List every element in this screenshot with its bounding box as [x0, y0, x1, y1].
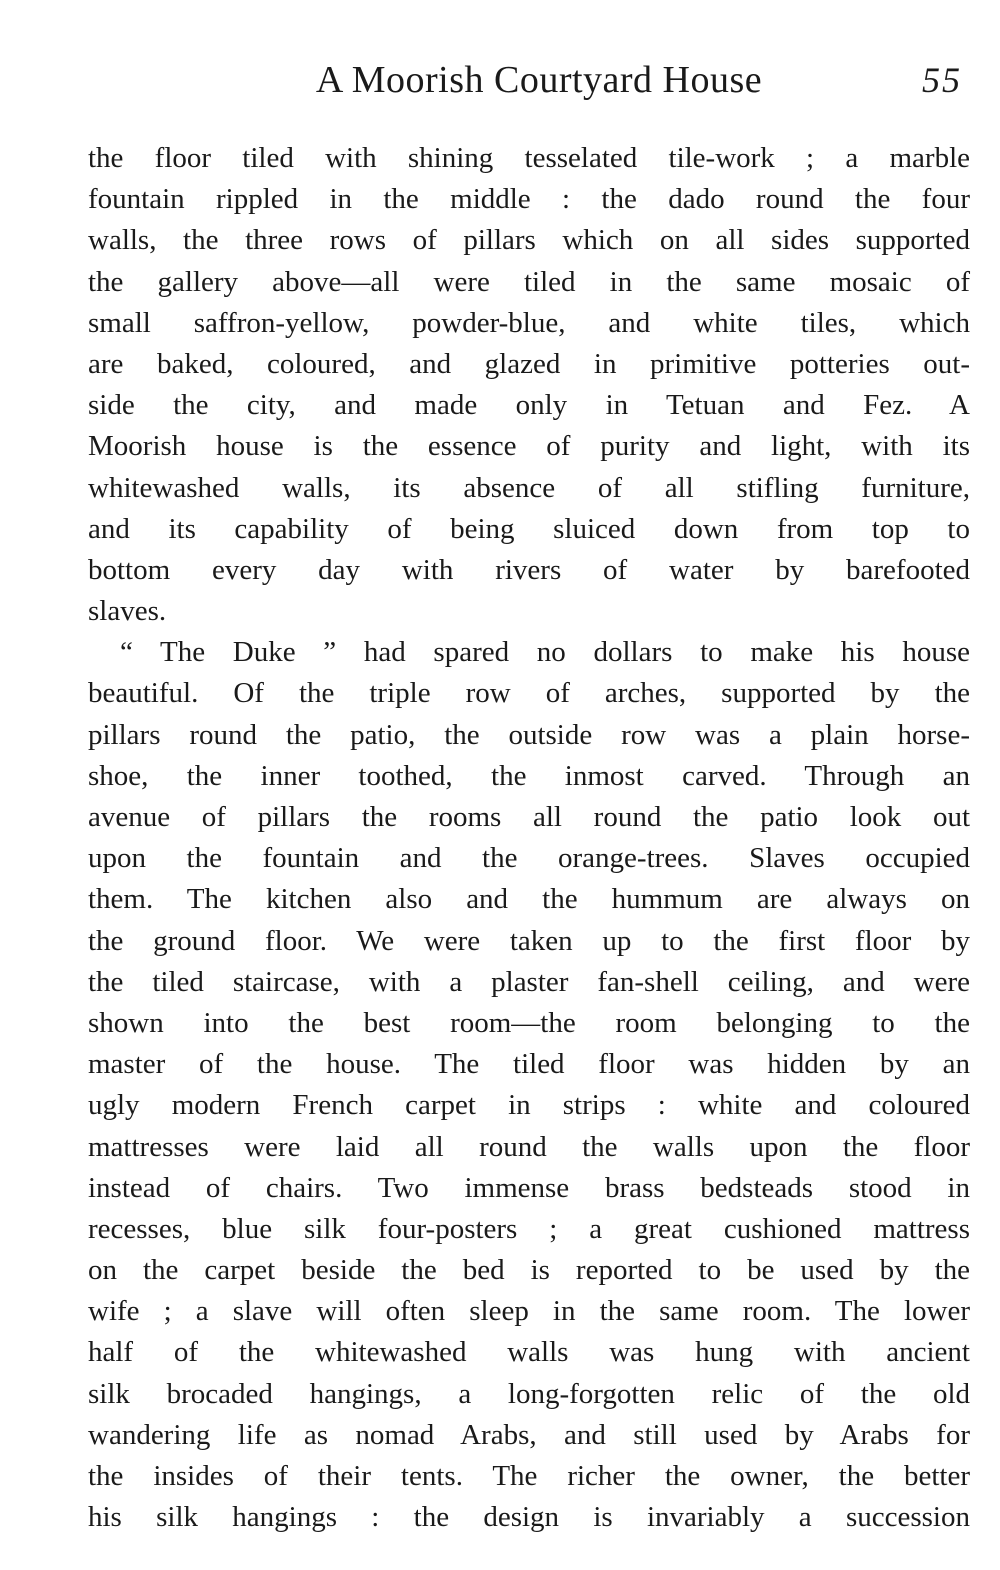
text-line: the ground floor. We were taken up to the first floor by: [88, 924, 970, 957]
paragraph-1: [88, 138, 970, 632]
text-line: are baked, coloured, and glazed in primitive potteries out-: [88, 347, 970, 380]
text-line: his silk hangings : the design is invariably a succession: [88, 1501, 970, 1534]
text-line: the tiled staircase, with a plaster fan-shell ceiling, and were: [88, 965, 970, 998]
text-line: the insides of their tents. The richer the owner, the better: [88, 1460, 970, 1492]
body-text: [88, 138, 970, 1538]
text-line: small saffron-yellow, powder-blue, and white tiles, which: [88, 306, 970, 339]
text-line: silk brocaded hangings, a long-forgotten relic of the old: [88, 1377, 970, 1410]
text-line: half of the whitewashed walls was hung with ancient: [88, 1336, 970, 1369]
text-line: walls, the three rows of pillars which on all sides supported: [88, 224, 970, 257]
text-line: avenue of pillars the rooms all round the patio look out: [88, 801, 970, 833]
text-line: Moorish house is the essence of purity and light, with its: [88, 430, 970, 463]
text-line: “ The Duke ” had spared no dollars to make his house: [120, 636, 970, 669]
text-line: upon the fountain and the orange-trees. Slaves occupied: [88, 842, 970, 875]
page-number: 55: [922, 60, 962, 100]
text-line: them. The kitchen also and the hummum are always on: [88, 883, 970, 916]
text-line: fountain rippled in the middle : the dado round the four: [88, 183, 970, 216]
text-line: side the city, and made only in Tetuan and Fez. A: [88, 389, 970, 422]
text-line: the floor tiled with shining tesselated tile-work ; a marble: [88, 142, 970, 174]
text-line: bottom every day with rivers of water by barefooted: [88, 553, 970, 586]
text-line: slaves.: [88, 595, 167, 628]
text-line: on the carpet beside the bed is reported to be used by the: [88, 1254, 970, 1287]
text-line: mattresses were laid all round the walls upon the floor: [88, 1130, 970, 1163]
text-line: instead of chairs. Two immense brass bedsteads stood in: [88, 1171, 970, 1204]
text-line: shoe, the inner toothed, the inmost carved. Through an: [88, 759, 970, 792]
paragraph-2: [88, 632, 970, 1538]
running-title: A Moorish Courtyard House: [315, 59, 763, 101]
text-line: wife ; a slave will often sleep in the same room. The lower: [88, 1295, 970, 1328]
text-line: beautiful. Of the triple row of arches, supported by the: [88, 677, 970, 710]
text-line: and its capability of being sluiced down from top to: [88, 512, 970, 545]
text-line: master of the house. The tiled floor was hidden by an: [88, 1048, 970, 1081]
text-line: whitewashed walls, its absence of all stifling furniture,: [88, 471, 970, 504]
text-line: recesses, blue silk four-posters ; a great cushioned mattress: [88, 1212, 970, 1245]
running-head: [88, 52, 970, 112]
text-line: shown into the best room—the room belonging to the: [88, 1006, 970, 1039]
text-line: the gallery above—all were tiled in the same mosaic of: [88, 265, 970, 298]
text-line: wandering life as nomad Arabs, and still used by Arabs for: [88, 1418, 970, 1451]
text-line: ugly modern French carpet in strips : white and coloured: [88, 1089, 970, 1122]
text-line: pillars round the patio, the outside row was a plain horse-: [88, 718, 970, 751]
